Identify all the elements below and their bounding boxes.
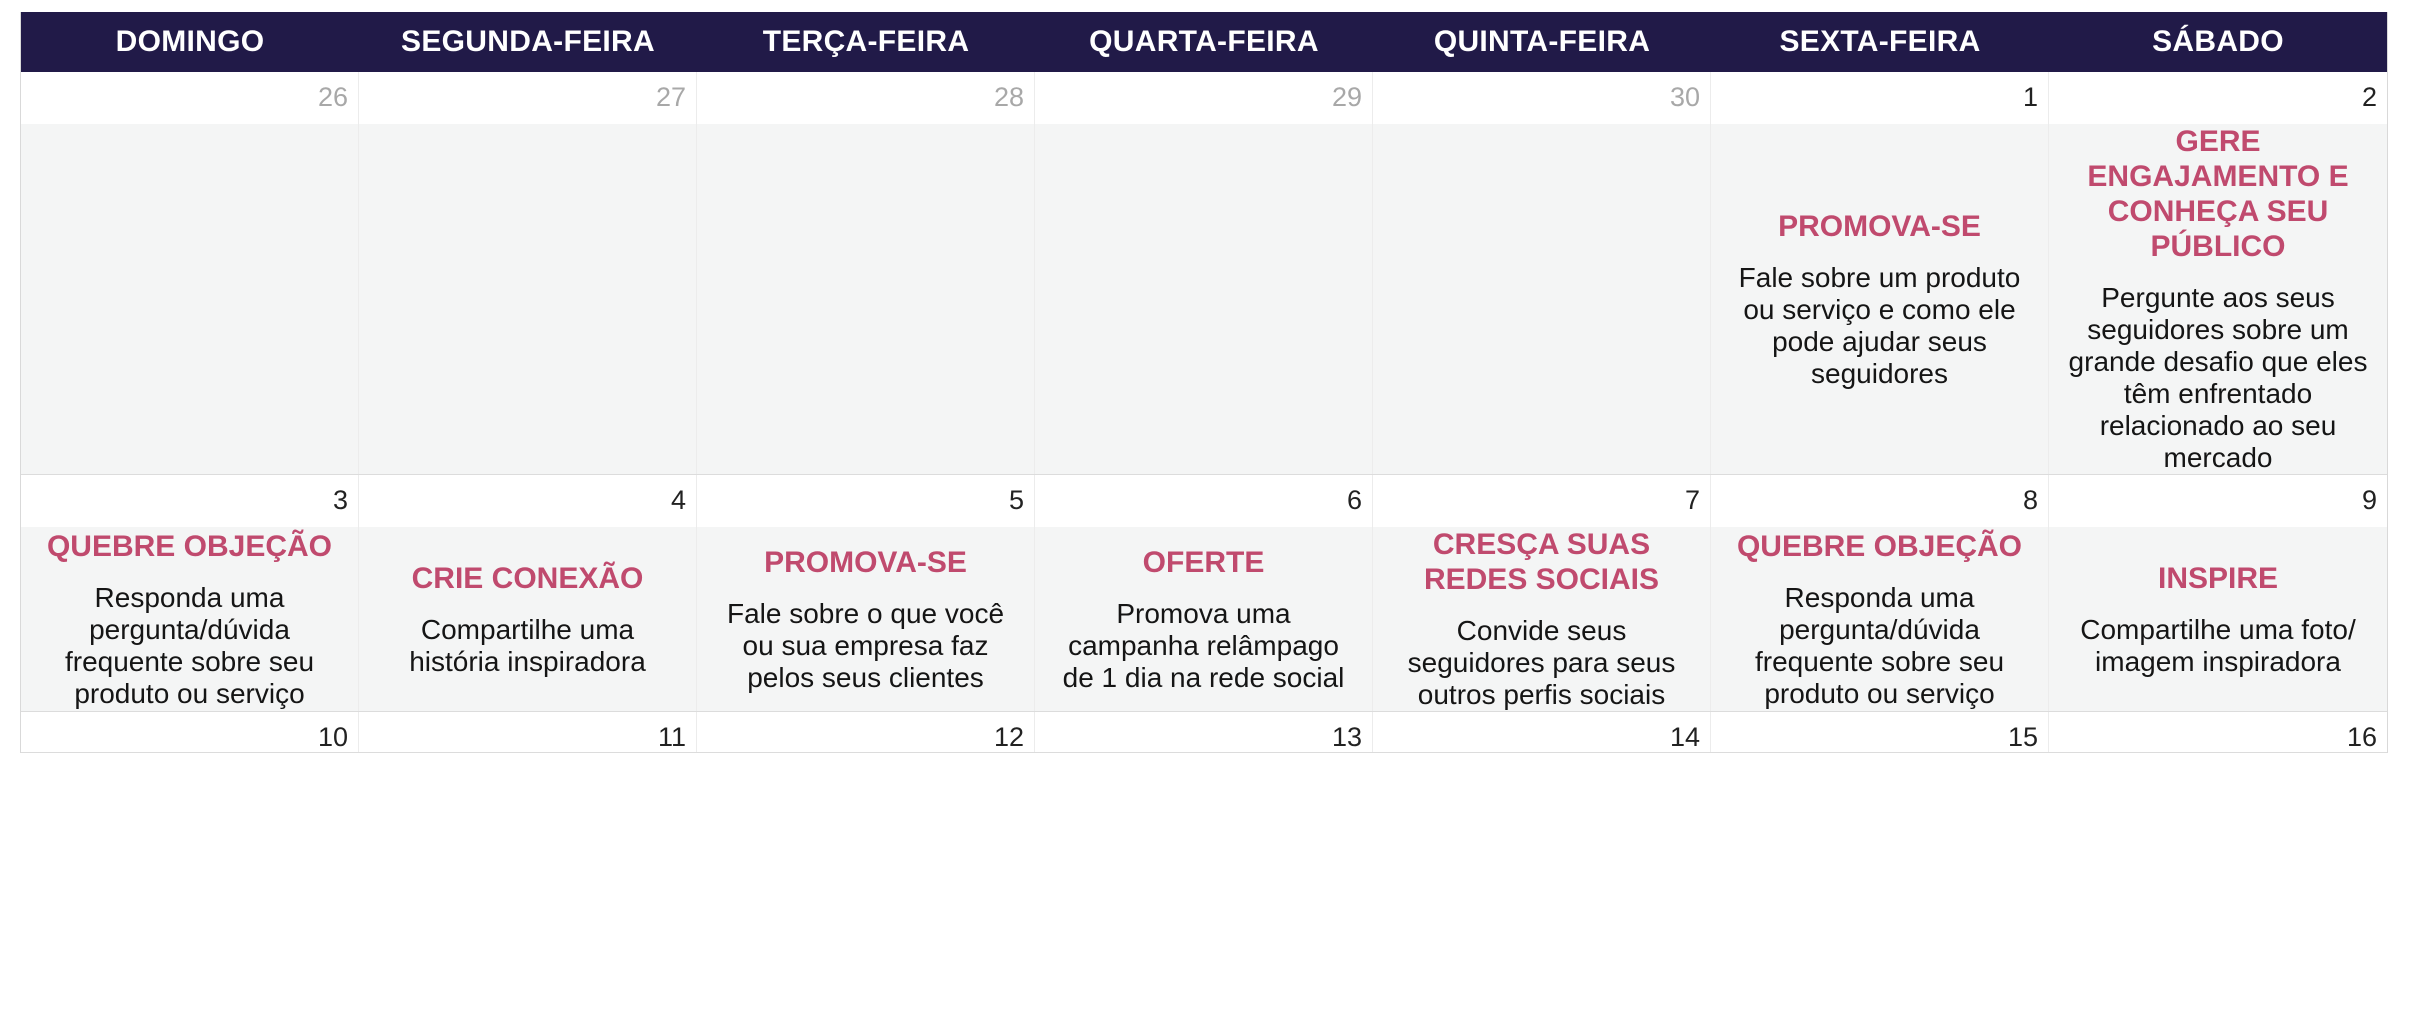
day-cell[interactable] xyxy=(2049,72,2387,474)
day-body xyxy=(359,124,696,474)
event-description: Compartilhe uma foto/ imagem inspiradora xyxy=(2080,613,2356,677)
day-number: 27 xyxy=(359,72,696,124)
day-number: 10 xyxy=(21,712,358,752)
day-number: 26 xyxy=(21,72,358,124)
day-number: 4 xyxy=(359,475,696,527)
weekday-sunday: DOMINGO xyxy=(115,25,265,58)
day-body xyxy=(1373,124,1710,474)
day-body xyxy=(2049,124,2387,474)
weekday-wednesday: QUARTA-FEIRA xyxy=(1089,25,1319,58)
event-description: Promova uma campanha relâmpago de 1 dia na rede social xyxy=(1062,597,1345,693)
day-number: 8 xyxy=(1711,475,2048,527)
weekday-thursday: QUINTA-FEIRA xyxy=(1433,25,1651,58)
day-cell[interactable] xyxy=(1373,72,1711,474)
day-number: 7 xyxy=(1373,475,1710,527)
day-cell[interactable] xyxy=(359,475,697,711)
day-number: 3 xyxy=(21,475,358,527)
event-title: PROMOVA-SE xyxy=(1778,209,1981,243)
event-title: CRIE CONEXÃO xyxy=(411,561,644,595)
event-title: QUEBRE OBJEÇÃO xyxy=(1736,529,2023,563)
event-description: Fale sobre o que você ou sua empresa faz pelos seus clientes xyxy=(726,597,1005,693)
day-cell[interactable] xyxy=(359,712,697,752)
week-row xyxy=(21,712,2387,753)
day-number: 29 xyxy=(1035,72,1372,124)
day-number: 5 xyxy=(697,475,1034,527)
event-description: Responda uma pergunta/dúvida frequente sobre seu produto ou serviço xyxy=(64,581,315,709)
day-cell[interactable] xyxy=(21,712,359,752)
weekday-tuesday: TERÇA-FEIRA xyxy=(762,25,970,58)
event-description: Compartilhe uma história inspiradora xyxy=(409,613,646,677)
day-body xyxy=(1035,124,1372,474)
event-title: INSPIRE xyxy=(2157,561,2279,595)
day-cell[interactable] xyxy=(21,72,359,474)
day-body xyxy=(2049,527,2387,711)
day-body xyxy=(21,527,358,711)
day-number: 2 xyxy=(2049,72,2387,124)
day-number: 15 xyxy=(1711,712,2048,752)
day-number: 9 xyxy=(2049,475,2387,527)
day-number: 30 xyxy=(1373,72,1710,124)
day-body xyxy=(1711,124,2048,474)
day-number: 13 xyxy=(1035,712,1372,752)
day-cell[interactable] xyxy=(697,72,1035,474)
day-cell[interactable] xyxy=(2049,475,2387,711)
day-body xyxy=(1373,527,1710,711)
day-cell[interactable] xyxy=(1711,475,2049,711)
day-body xyxy=(697,124,1034,474)
day-body xyxy=(697,527,1034,711)
day-cell[interactable] xyxy=(359,72,697,474)
event-title: CRESÇA SUAS REDES SOCIAIS xyxy=(1423,528,1660,596)
day-body xyxy=(359,527,696,711)
event-description: Convide seus seguidores para seus outros perfis sociais xyxy=(1407,615,1676,710)
weekday-friday: SEXTA-FEIRA xyxy=(1779,25,1981,58)
week-row xyxy=(21,72,2387,475)
day-body xyxy=(21,124,358,474)
day-cell[interactable] xyxy=(1711,712,2049,752)
day-cell[interactable] xyxy=(697,475,1035,711)
day-cell[interactable] xyxy=(1035,712,1373,752)
day-cell[interactable] xyxy=(697,712,1035,752)
day-body xyxy=(1035,527,1372,711)
event-title: OFERTE xyxy=(1142,545,1265,579)
event-title: GERE ENGAJAMENTO E CONHEÇA SEU PÚBLICO xyxy=(2087,125,2349,263)
day-cell[interactable] xyxy=(1373,475,1711,711)
day-number: 11 xyxy=(359,712,696,752)
day-body xyxy=(1711,527,2048,711)
event-title: PROMOVA-SE xyxy=(764,545,967,579)
day-cell[interactable] xyxy=(21,475,359,711)
day-cell[interactable] xyxy=(1711,72,2049,474)
event-description: Pergunte aos seus seguidores sobre um grande desafio que eles têm enfrentado relacionado ao seu mercado xyxy=(2068,282,2368,473)
day-number: 16 xyxy=(2049,712,2387,752)
week-row xyxy=(21,475,2387,712)
day-number: 28 xyxy=(697,72,1034,124)
day-cell[interactable] xyxy=(1035,475,1373,711)
day-number: 14 xyxy=(1373,712,1710,752)
weekday-saturday: SÁBADO xyxy=(2152,25,2284,58)
day-cell[interactable] xyxy=(1373,712,1711,752)
event-description: Fale sobre um produto ou serviço e como ele pode ajudar seus seguidores xyxy=(1738,261,2021,389)
day-cell[interactable] xyxy=(1035,72,1373,474)
calendar xyxy=(20,12,2388,753)
day-number: 1 xyxy=(1711,72,2048,124)
weekday-monday: SEGUNDA-FEIRA xyxy=(401,25,655,58)
event-description: Responda uma pergunta/dúvida frequente sobre seu produto ou serviço xyxy=(1754,581,2005,709)
day-number: 12 xyxy=(697,712,1034,752)
day-cell[interactable] xyxy=(2049,712,2387,752)
day-number: 6 xyxy=(1035,475,1372,527)
weekday-header xyxy=(21,12,2387,72)
event-title: QUEBRE OBJEÇÃO xyxy=(46,529,333,563)
